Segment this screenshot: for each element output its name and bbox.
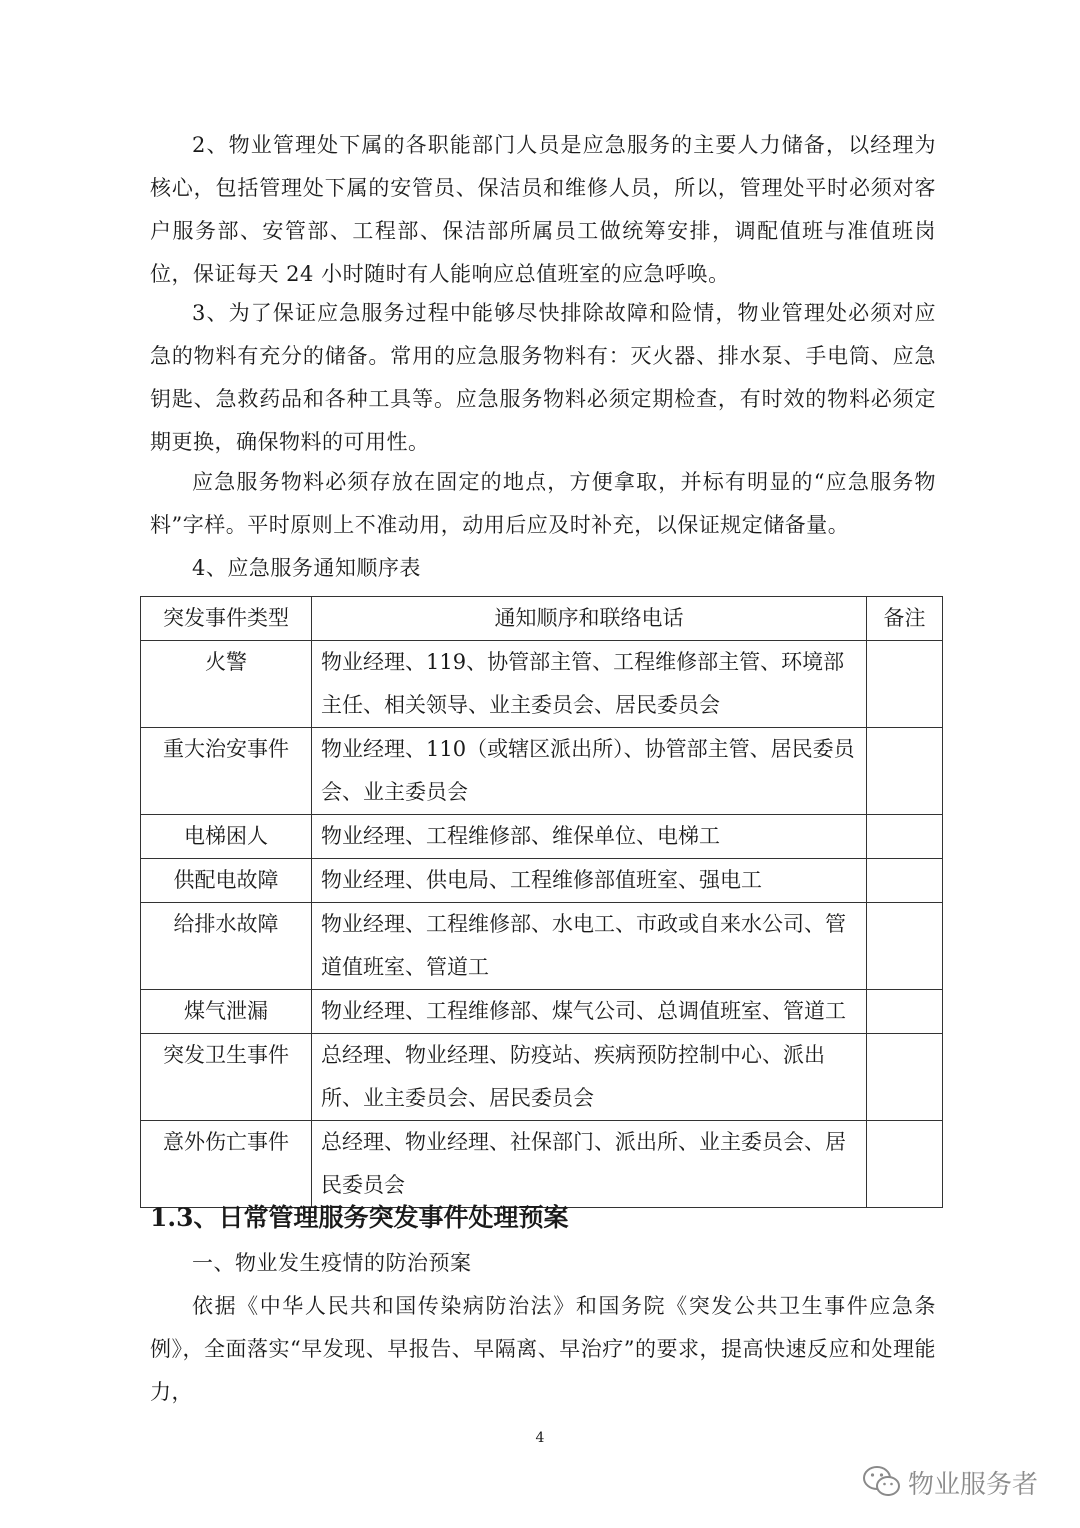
cell-note (867, 1121, 943, 1208)
cell-event-type: 重大治安事件 (141, 728, 312, 815)
cell-sequence: 物业经理、供电局、工程维修部值班室、强电工 (312, 859, 867, 903)
notification-order-table (140, 596, 943, 1208)
paragraph-epidemic-basis: 依据《中华人民共和国传染病防治法》和国务院《突发公共卫生事件应急条例》，全面落实“早发现、早报告、早隔离、早治疗”的要求，提高快速反应和处理能力， (150, 1294, 936, 1404)
cell-note (867, 1034, 943, 1121)
table-row (141, 728, 943, 815)
cell-sequence: 物业经理、工程维修部、水电工、市政或自来水公司、管道值班室、管道工 (312, 903, 867, 990)
table-row (141, 815, 943, 859)
cell-event-type: 供配电故障 (141, 859, 312, 903)
table-row (141, 990, 943, 1034)
cell-sequence: 总经理、物业经理、防疫站、疾病预防控制中心、派出所、业主委员会、居民委员会 (312, 1034, 867, 1121)
cell-sequence: 物业经理、工程维修部、煤气公司、总调值班室、管道工 (312, 990, 867, 1034)
table-row (141, 1121, 943, 1208)
cell-note (867, 903, 943, 990)
cell-note (867, 728, 943, 815)
cell-sequence: 物业经理、110（或辖区派出所）、协管部主管、居民委员会、业主委员会 (312, 728, 867, 815)
cell-event-type: 煤气泄漏 (141, 990, 312, 1034)
paragraph-storage: 应急服务物料必须存放在固定的地点，方便拿取，并标有明显的“应急服务物料”字样。平时原则上不准动用，动用后应及时补充，以保证规定储备量。 (150, 470, 936, 537)
cell-event-type: 给排水故障 (141, 903, 312, 990)
table-row (141, 641, 943, 728)
cell-event-type: 火警 (141, 641, 312, 728)
table-header-row (141, 597, 943, 641)
header-event-type: 突发事件类型 (141, 597, 312, 641)
cell-note (867, 990, 943, 1034)
watermark (862, 1462, 1038, 1502)
table-row (141, 859, 943, 903)
cell-event-type: 突发卫生事件 (141, 1034, 312, 1121)
page-number: 4 (535, 1430, 545, 1446)
header-sequence: 通知顺序和联络电话 (312, 597, 867, 641)
cell-note (867, 859, 943, 903)
section-heading: 1.3、日常管理服务突发事件处理预案 (150, 1203, 569, 1232)
cell-sequence: 总经理、物业经理、社保部门、派出所、业主委员会、居民委员会 (312, 1121, 867, 1208)
cell-sequence: 物业经理、119、协管部主管、工程维修部主管、环境部主任、相关领导、业主委员会、居民委员会 (312, 641, 867, 728)
subsection-heading: 一、物业发生疫情的防治预案 (192, 1251, 472, 1275)
cell-event-type: 电梯困人 (141, 815, 312, 859)
watermark-text: 物业服务者 (908, 1469, 1039, 1500)
cell-sequence: 物业经理、工程维修部、维保单位、电梯工 (312, 815, 867, 859)
cell-note (867, 641, 943, 728)
paragraph-manpower: 2、物业管理处下属的各职能部门人员是应急服务的主要人力储备，以经理为核心，包括管理处下属的安管员、保洁员和维修人员，所以，管理处平时必须对客户服务部、安管部、工程部、保洁部所属员工做统筹安排，调配值班与准值班岗位，保证每天 24 小时随时有人能响应总值班室的应急呼唤。 (150, 133, 936, 286)
table-row (141, 903, 943, 990)
table-row (141, 1034, 943, 1121)
cell-event-type: 意外伤亡事件 (141, 1121, 312, 1208)
table-caption: 4、应急服务通知顺序表 (192, 556, 421, 580)
header-note: 备注 (867, 597, 943, 641)
cell-note (867, 815, 943, 859)
wechat-icon (862, 1465, 902, 1499)
paragraph-materials: 3、为了保证应急服务过程中能够尽快排除故障和险情，物业管理处必须对应急的物料有充分的储备。常用的应急服务物料有：灭火器、排水泵、手电筒、应急钥匙、急救药品和各种工具等。应急服务物料必须定期检查，有时效的物料必须定期更换，确保物料的可用性。 (150, 301, 936, 454)
